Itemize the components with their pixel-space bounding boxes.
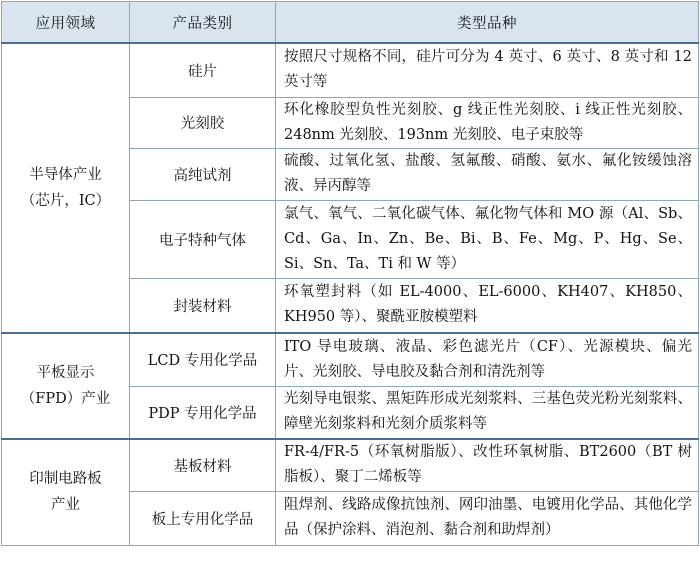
area-cell	[2, 43, 130, 333]
category-cell: 高纯试剂	[130, 148, 276, 200]
types-cell: 阻焊剂、线路成像抗蚀剂、网印油墨、电镀用化学品、其他化学品（保护涂料、消泡剂、黏合剂和助焊剂）	[276, 491, 699, 545]
area-line: （FPD）产业	[20, 391, 111, 407]
types-cell: 光刻导电银浆、黑矩阵形成光刻浆料、三基色荧光粉光刻浆料、障壁光刻浆料和光刻介质浆料等	[276, 386, 699, 439]
category-cell: 基板材料	[130, 439, 276, 491]
category-cell: 封装材料	[130, 278, 276, 333]
table-row	[2, 439, 699, 491]
area-line: 印制电路板	[29, 471, 102, 488]
header-area: 应用领域	[2, 2, 130, 44]
table-row	[2, 43, 699, 97]
table-row	[2, 333, 699, 386]
area-line: （芯片，IC）	[20, 193, 111, 209]
types-cell: FR-4/FR-5（环氧树脂版）、改性环氧树脂、BT2600（BT 树脂板）、聚丁二烯板等	[276, 439, 699, 491]
header-row	[2, 2, 699, 44]
types-cell: 环化橡胶型负性光刻胶、g 线正性光刻胶、i 线正性光刻胶、248nm 光刻胶、193nm 光刻胶、电子束胶等	[276, 97, 699, 148]
types-cell: 按照尺寸规格不同，硅片可分为 4 英寸、6 英寸、8 英寸和 12 英寸等	[276, 43, 699, 97]
types-cell: ITO 导电玻璃、液晶、彩色滤光片（CF）、光源模块、偏光片、光刻胶、导电胶及黏合剂和清洗剂等	[276, 333, 699, 386]
area-line: 半导体产业	[29, 167, 102, 183]
category-cell: 电子特种气体	[130, 200, 276, 278]
area-cell	[2, 333, 130, 439]
category-cell: 板上专用化学品	[130, 491, 276, 545]
category-cell: LCD 专用化学品	[130, 333, 276, 386]
types-cell: 硫酸、过氧化氢、盐酸、氢氟酸、硝酸、氨水、氟化铵缓蚀溶液、异丙醇等	[276, 148, 699, 200]
header-category: 产品类别	[130, 2, 276, 44]
types-cell: 氯气、氧气、二氧化碳气体、氟化物气体和 MO 源（Al、Sb、Cd、Ga、In、Zn、Be、Bi、B、Fe、Mg、P、Hg、Se、Si、Sn、Ta、Ti 和 W 等）	[276, 200, 699, 278]
category-cell: 硅片	[130, 43, 276, 97]
category-cell: 光刻胶	[130, 97, 276, 148]
area-cell	[2, 439, 130, 545]
area-line: 平板显示	[36, 365, 95, 381]
area-line: 产业	[51, 497, 80, 514]
header-types: 类型品种	[276, 2, 699, 44]
category-cell: PDP 专用化学品	[130, 386, 276, 439]
application-table	[1, 1, 699, 546]
types-cell: 环氧塑封料（如 EL-4000、EL-6000、KH407、KH850、KH950 等）、聚酰亚胺模塑料	[276, 278, 699, 333]
